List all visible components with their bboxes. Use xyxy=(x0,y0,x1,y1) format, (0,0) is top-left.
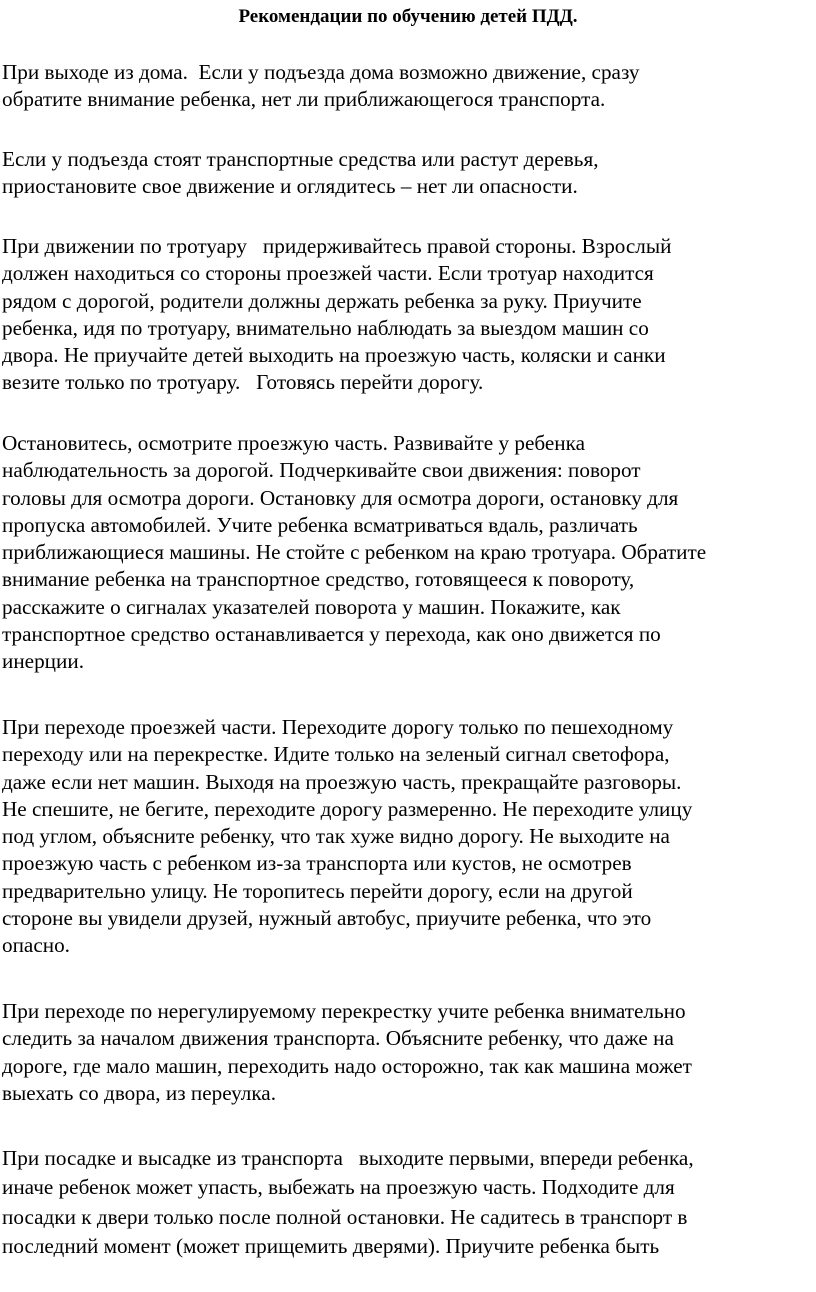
page-title: Рекомендации по обучению детей ПДД. xyxy=(238,6,578,27)
text-line: переходу или на перекрестке. Идите только на зеленый сигнал светофора, xyxy=(2,742,670,767)
text-line: ребенка, идя по тротуару, внимательно наблюдать за выездом машин со xyxy=(2,315,649,340)
text-line: проезжую часть с ребенком из-за транспорта или кустов, не осмотрев xyxy=(2,851,632,876)
text-line: головы для осмотра дороги. Остановку для осмотра дороги, остановку для xyxy=(2,485,679,510)
text-line: приближающиеся машины. Не стойте с ребенком на краю тротуара. Обратите xyxy=(2,540,707,565)
text-line: приостановите свое движение и оглядитесь – нет ли опасности. xyxy=(2,174,578,199)
text-line: под углом, объясните ребенку, что так хуже видно дорогу. Не выходите на xyxy=(2,824,670,849)
paragraph-parked-vehicles xyxy=(2,146,814,201)
text-line: предварительно улицу. Не торопитесь перейти дорогу, если на другой xyxy=(2,878,633,903)
text-line: При движении по тротуару придерживайтесь правой стороны. Взрослый xyxy=(2,234,672,258)
text-line: рядом с дорогой, родители должны держать ребенка за руку. Приучите xyxy=(2,288,642,313)
text-line: При выходе из дома. Если у подъезда дома возможно движение, сразу xyxy=(2,60,640,84)
paragraph-unregulated-crossing xyxy=(2,998,814,1107)
text-line: везите только по тротуару. Готовясь перейти дорогу. xyxy=(2,370,484,395)
text-line: Если у подъезда стоят транспортные средства или растут деревья, xyxy=(2,147,599,171)
text-line: При переходе проезжей части. Переходите дорогу только по пешеходному xyxy=(2,715,674,739)
text-line: следить за началом движения транспорта. Объясните ребенку, что даже на xyxy=(2,1026,674,1051)
text-line: пропуска автомобилей. Учите ребенка всматриваться вдаль, различать xyxy=(2,512,638,537)
text-line: выехать со двора, из переулка. xyxy=(2,1080,276,1105)
text-line: стороне вы увидели друзей, нужный автобус, приучите ребенка, что это xyxy=(2,906,652,931)
paragraph-leaving-home xyxy=(2,59,814,114)
text-line: посадки к двери только после полной остановки. Не садитесь в транспорт в xyxy=(2,1204,688,1229)
text-line: Остановитесь, осмотрите проезжую часть. Развивайте у ребенка xyxy=(2,431,586,455)
text-line: инерции. xyxy=(2,649,84,674)
text-line: внимание ребенка на транспортное средство, готовящееся к повороту, xyxy=(2,567,635,592)
text-line: расскажите о сигналах указателей поворота у машин. Покажите, как xyxy=(2,594,621,619)
text-line: наблюдательность за дорогой. Подчеркивайте свои движения: поворот xyxy=(2,458,641,483)
text-line: обратите внимание ребенка, нет ли приближающегося транспорта. xyxy=(2,87,606,112)
paragraph-stop-and-look xyxy=(2,430,814,676)
paragraph-boarding-transport xyxy=(2,1144,814,1261)
text-line: опасно. xyxy=(2,933,70,958)
text-line: должен находиться со стороны проезжей части. Если тротуар находится xyxy=(2,261,654,286)
text-line: При переходе по нерегулируемому перекрестку учите ребенка внимательно xyxy=(2,999,686,1023)
text-line: даже если нет машин. Выходя на проезжую часть, прекращайте разговоры. xyxy=(2,769,682,794)
paragraph-crossing-road xyxy=(2,714,814,960)
text-line: двора. Не приучайте детей выходить на проезжую часть, коляски и санки xyxy=(2,343,666,368)
text-line: Не спешите, не бегите, переходите дорогу размеренно. Не переходите улицу xyxy=(2,796,693,821)
text-line: иначе ребенок может упасть, выбежать на проезжую часть. Подходите для xyxy=(2,1175,675,1200)
paragraph-sidewalk xyxy=(2,233,814,397)
text-line: транспортное средство останавливается у перехода, как оно движется по xyxy=(2,622,661,647)
text-line: При посадке и высадке из транспорта выходите первыми, впереди ребенка, xyxy=(2,1146,694,1170)
text-line: дороге, где мало машин, переходить надо осторожно, так как машина может xyxy=(2,1053,692,1078)
text-line: последний момент (может прищемить дверями). Приучите ребенка быть xyxy=(2,1233,660,1258)
